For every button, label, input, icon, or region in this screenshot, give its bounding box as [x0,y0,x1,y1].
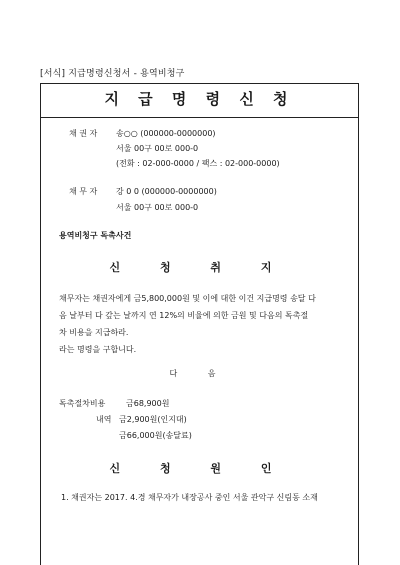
costs-label: 독촉절차비용 [59,399,106,408]
creditor-address: 서울 00구 00로 000-0 [116,144,199,153]
case-title: 용역비청구 독촉사건 [59,231,132,240]
debtor-address: 서울 00구 00로 000-0 [116,203,199,212]
creditor-contact: (전화 : 02-000-0000 / 팩스 : 02-000-0000) [116,159,280,168]
creditor-label: 채 권 자 [69,129,98,138]
costs-service-fee: 금66,000원(송달료) [119,431,192,440]
purpose-line: 음 날부터 다 갚는 날까지 연 12%의 비율에 의한 금원 및 다음의 독촉절 [59,311,309,320]
debtor-label: 채 무 자 [69,187,98,196]
cause-heading: 신 청 원 인 [109,462,290,475]
cause-text [61,489,345,506]
debtor-name: 강 0 0 (000000-0000000) [116,187,217,196]
purpose-line: 채무자는 채권자에게 금5,800,000원 및 이에 대한 이건 지급명령 송달 다 [59,294,316,303]
costs-stamp-fee: 금2,900원(인지대) [119,415,187,424]
purpose-text [59,290,343,358]
title-divider [41,117,358,118]
form-title: 지 급 명 령 신 청 [104,90,295,108]
purpose-heading: 신 청 취 지 [109,261,290,274]
form-caption: [서식] 지급명령신청서 - 용역비청구 [40,69,185,79]
purpose-line: 라는 명령을 구합니다. [59,345,137,354]
costs-heading: 다 음 [169,369,230,378]
application-form [40,83,359,565]
purpose-line: 차 비용을 지급하라. [59,328,129,337]
creditor-name: 송○○ (000000-0000000) [116,129,216,138]
costs-breakdown-label: 내역 [96,415,112,424]
cause-line: 1. 채권자는 2017. 4.경 채무자가 내장공사 중인 서울 관악구 신림동 소재 [61,493,318,502]
costs-total: 금68,900원 [126,399,170,408]
